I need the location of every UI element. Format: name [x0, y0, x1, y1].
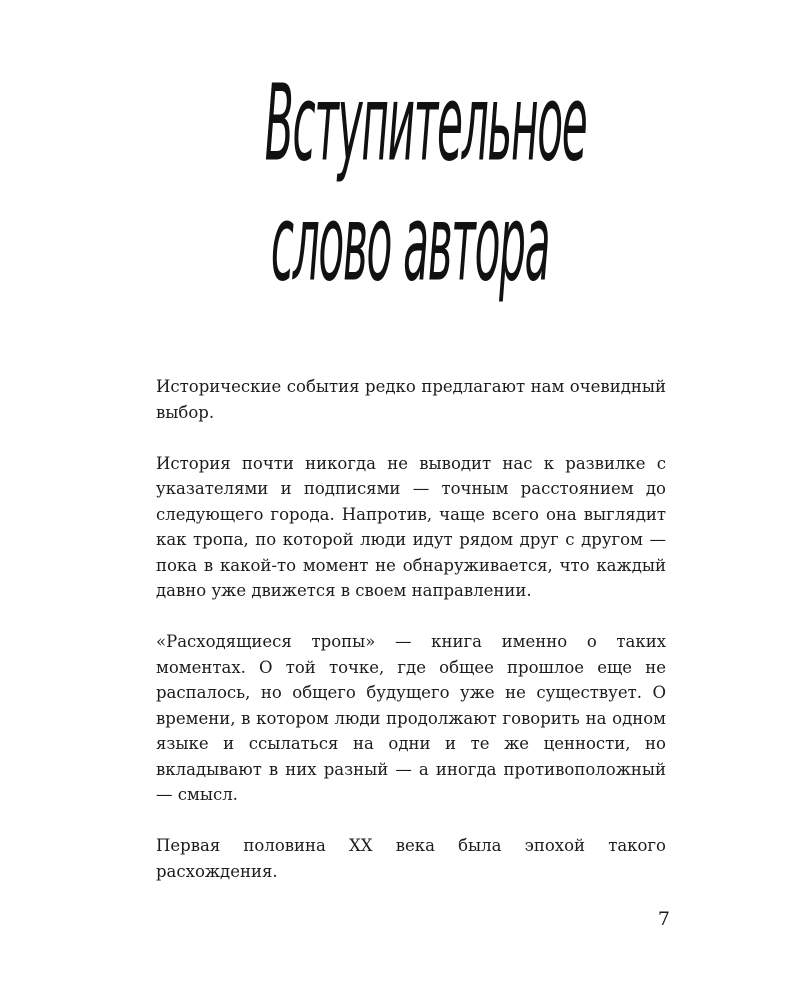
paragraph-3: «Расходящиеся тропы» — книга именно о таких моментах. О той точке, где общее прошлое еще не распалось, но общего будущего уже не существует. О времени, в котором люди продолжают говорить на одном языке и ссылаться на одни и те же ценности, но вкладывают в них разный — а иногда противоположный — смысл. [156, 632, 666, 804]
paragraph-4: Первая половина XX века была эпохой такого расхождения. [156, 836, 666, 881]
chapter-title [190, 60, 630, 310]
page-number: 7 [657, 908, 670, 930]
paragraph-1: Исторические события редко предлагают нам очевидный выбор. [156, 377, 666, 422]
paragraph-2: История почти никогда не выводит нас к развилке с указателями и подписями — точным расстоянием до следующего города. Напротив, чаще всего она выглядит как тропа, по которой люди идут рядом друг с другом — пока в какой-то момент не обнаруживается, что каждый давно уже движется в своем направлении. [156, 453, 666, 600]
chapter-title-line-2: слово автора [270, 183, 550, 307]
chapter-title-line-1: Вступительное [264, 63, 587, 187]
body-text [156, 374, 666, 884]
